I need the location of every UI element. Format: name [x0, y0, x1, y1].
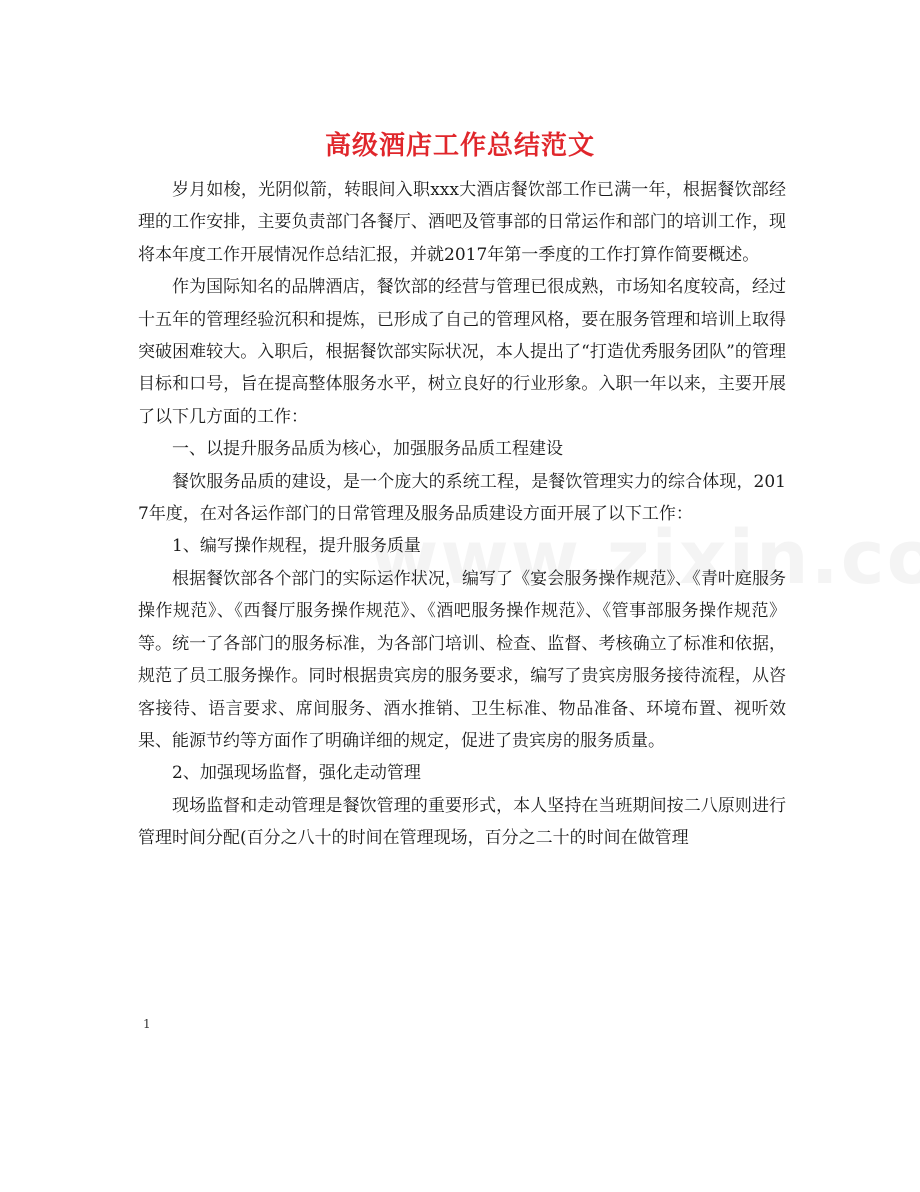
- paragraph: 根据餐饮部各个部门的实际运作状况，编写了《宴会服务操作规范》、《青叶庭服务操作规范》、《西餐厅服务操作规范》、《酒吧服务操作规范》、《管事部服务操作规范》等。统一了各部门的服务标准，为各部门培训、检查、监督、考核确立了标准和依据，规范了员工服务操作。同时根据贵宾房的服务要求，编写了贵宾房服务接待流程，从咨客接待、语言要求、席间服务、酒水推销、卫生标准、物品准备、环境布置、视听效果、能源节约等方面作了明确详细的规定，促进了贵宾房的服务质量。: [138, 568, 786, 751]
- subsection-heading: 1、编写操作规程，提升服务质量: [172, 536, 421, 557]
- paragraph: 岁月如梭，光阴似箭，转眼间入职xxx大酒店餐饮部工作已满一年，根据餐饮部经理的工作安排，主要负责部门各餐厅、酒吧及管事部的日常运作和部门的培训工作，现将本年度工作开展情况作总结汇报，并就2017年第一季度的工作打算作简要概述。: [138, 180, 786, 265]
- paragraph: 餐饮服务品质的建设，是一个庞大的系统工程，是餐饮管理实力的综合体现，2017年度，在对各运作部门的日常管理及服务品质建设方面开展了以下工作：: [138, 471, 786, 525]
- page-number: 1: [143, 1017, 151, 1031]
- document-body: [138, 174, 786, 855]
- document-title: 高级酒店工作总结范文: [324, 131, 595, 161]
- section-heading: 一、以提升服务品质为核心，加强服务品质工程建设: [172, 439, 563, 460]
- subsection-heading: 2、加强现场监督，强化走动管理: [172, 763, 421, 784]
- paragraph: 作为国际知名的品牌酒店，餐饮部的经营与管理已很成熟，市场知名度较高，经过十五年的管理经验沉积和提炼，已形成了自己的管理风格，要在服务管理和培训上取得突破困难较大。入职后，根据餐饮部实际状况，本人提出了“打造优秀服务团队”的管理目标和口号，旨在提高整体服务水平，树立良好的行业形象。入职一年以来，主要开展了以下几方面的工作：: [138, 277, 786, 427]
- paragraph: 现场监督和走动管理是餐饮管理的重要形式，本人坚持在当班期间按二八原则进行管理时间分配(百分之八十的时间在管理现场，百分之二十的时间在做管理: [138, 795, 786, 849]
